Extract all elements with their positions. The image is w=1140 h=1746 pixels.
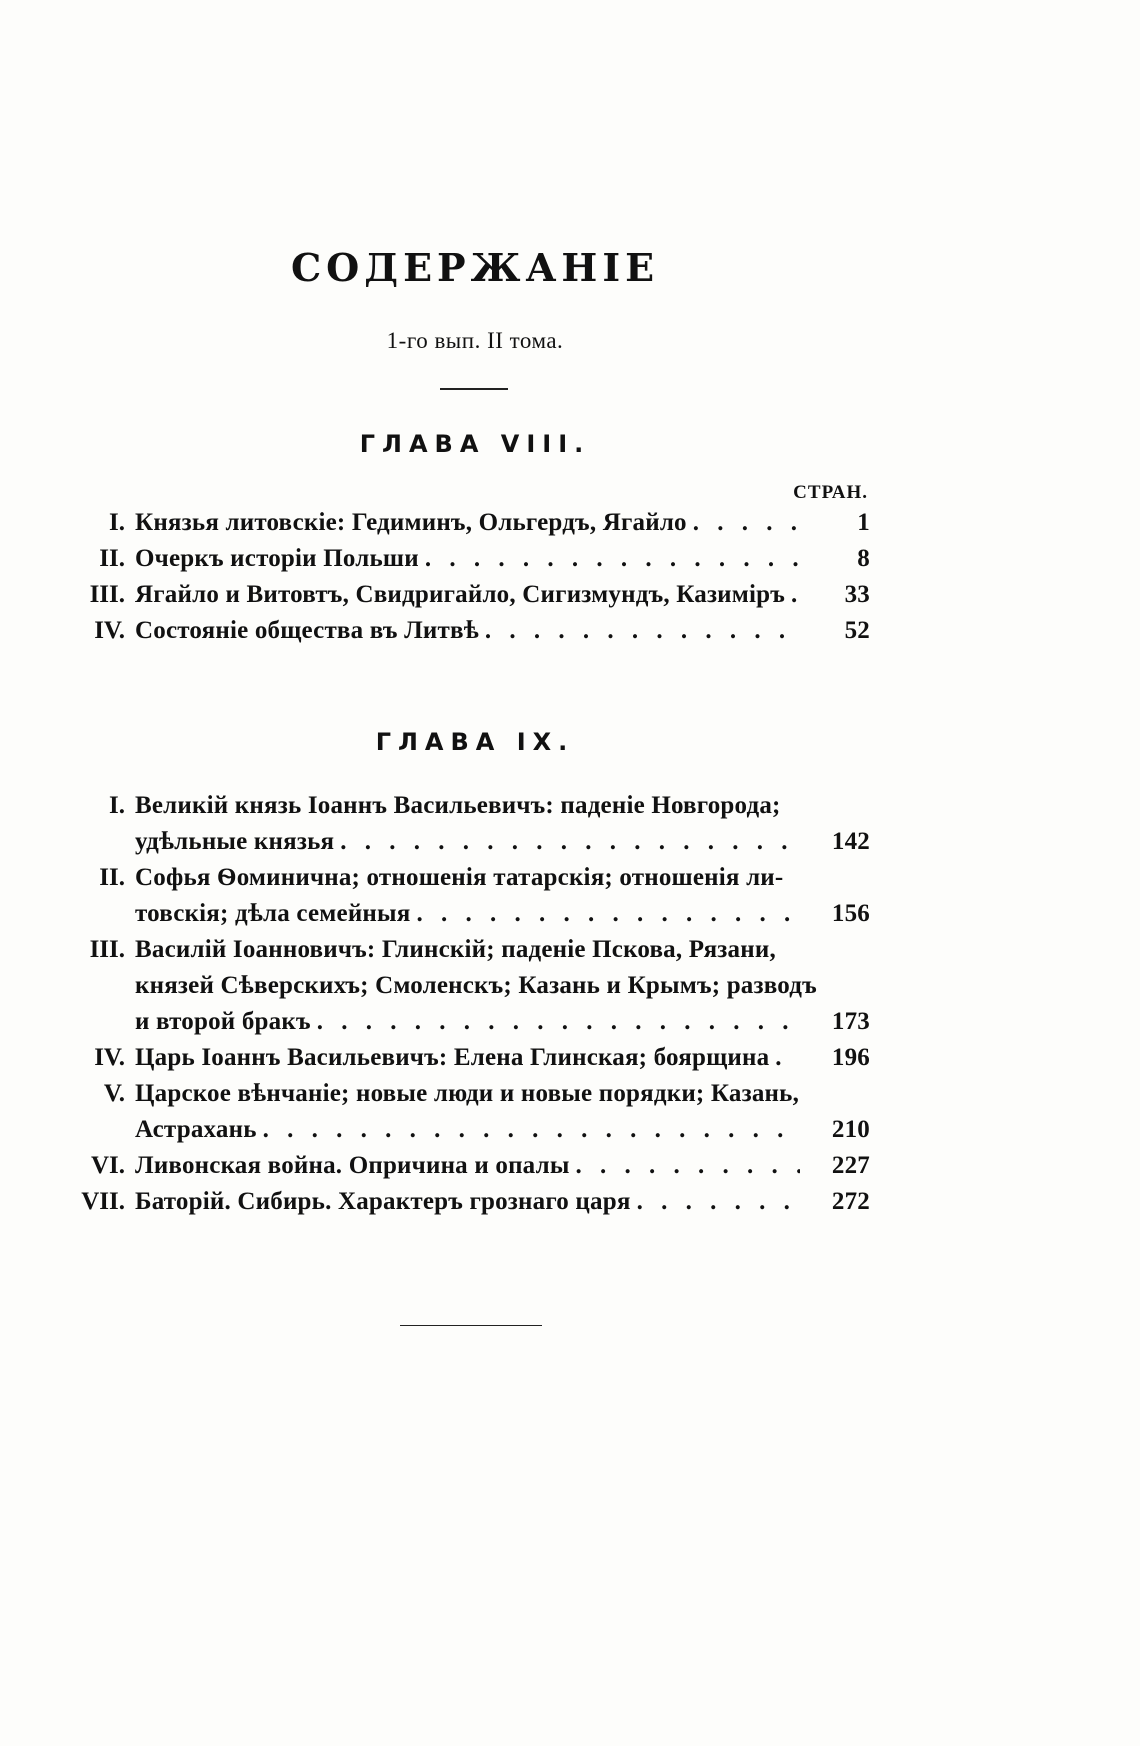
- leader-dots: [570, 1148, 800, 1184]
- leader-dots: [769, 1040, 800, 1076]
- toc-chapter-ix: [60, 788, 870, 1220]
- toc-entry: [60, 541, 870, 577]
- entry-title-text: товскія; дѣла семейныя: [135, 900, 411, 927]
- divider-top: [440, 388, 508, 390]
- leader-dots: [334, 824, 800, 860]
- entry-number: VII.: [81, 1188, 125, 1215]
- entry-title-text: Князья литовскіе: Гедиминъ, Ольгердъ, Ягайло: [135, 509, 687, 536]
- entry-number: II.: [99, 545, 125, 572]
- entry-number: III.: [89, 936, 125, 963]
- entry-body: [135, 1148, 870, 1184]
- toc-entry: [60, 1076, 870, 1148]
- toc-entry: [60, 860, 870, 932]
- leader-dots: [410, 896, 800, 932]
- toc-entry: [60, 788, 870, 860]
- entry-title-text: и второй бракъ: [135, 1008, 311, 1035]
- entry-body: [135, 932, 870, 1040]
- page-subtitle: 1-го вып. II тома.: [386, 328, 564, 353]
- entry-title-text: Состояніе общества въ Литвѣ: [135, 617, 479, 644]
- toc-entry: [60, 932, 870, 1040]
- entry-line: [135, 1148, 870, 1184]
- entry-page-number: 272: [831, 1188, 870, 1215]
- toc-entry: [60, 1040, 870, 1076]
- entry-line: Царское вѣнчаніе; новые люди и новые порядки; Казань,: [135, 1080, 800, 1107]
- entry-line: [135, 824, 870, 860]
- entry-page-number: 227: [831, 1152, 870, 1179]
- entry-line: [135, 1112, 870, 1148]
- entry-title-text: Ливонская война. Опричина и опалы: [135, 1152, 570, 1179]
- entry-body: [135, 541, 870, 577]
- entry-line: [135, 541, 870, 577]
- entry-number: I.: [109, 509, 125, 536]
- leader-dots: [419, 541, 800, 577]
- entry-body: [135, 1040, 870, 1076]
- entry-number: III.: [89, 581, 125, 608]
- entry-page-number: 8: [857, 545, 870, 572]
- entry-body: [135, 577, 870, 613]
- entry-line: [135, 577, 870, 613]
- entry-page-number: 196: [831, 1044, 870, 1071]
- entry-title-text: Ягайло и Витовтъ, Свидригайло, Сигизмундъ, Казиміръ: [135, 581, 786, 608]
- entry-number: I.: [109, 792, 125, 819]
- entry-page-number: 210: [831, 1116, 870, 1143]
- chapter-heading-viii: ГЛАВА VIII.: [359, 430, 591, 458]
- entry-title-text: Баторій. Сибирь. Характеръ грознаго царя: [135, 1188, 631, 1215]
- entry-line: [135, 1004, 870, 1040]
- entry-number: IV.: [94, 1044, 125, 1071]
- entry-body: [135, 1184, 870, 1220]
- leader-dots: [631, 1184, 800, 1220]
- page-column-label: СТРАН.: [793, 482, 868, 503]
- toc-entry: [60, 1184, 870, 1220]
- toc-entry: [60, 613, 870, 649]
- entry-body: [135, 788, 870, 860]
- entry-body: [135, 505, 870, 541]
- entry-line: [135, 896, 870, 932]
- entry-line: [135, 505, 870, 541]
- entry-number: II.: [99, 864, 125, 891]
- entry-number: IV.: [94, 617, 125, 644]
- entry-number: VI.: [90, 1152, 125, 1179]
- entry-page-number: 52: [844, 617, 870, 644]
- toc-chapter-viii: [60, 505, 870, 649]
- entry-title-text: удѣльные князья: [135, 828, 335, 855]
- entry-line: Василій Іоанновичъ: Глинскій; паденіе Пскова, Рязани,: [135, 936, 776, 963]
- entry-title-text: Астрахань: [135, 1116, 257, 1143]
- entry-body: [135, 613, 870, 649]
- leader-dots: [311, 1004, 800, 1040]
- entry-body: [135, 1076, 870, 1148]
- entry-page-number: 33: [844, 581, 870, 608]
- entry-page-number: 173: [831, 1008, 870, 1035]
- divider-bottom: [400, 1325, 542, 1326]
- entry-page-number: 156: [831, 900, 870, 927]
- entry-body: [135, 860, 870, 932]
- entry-line: Великій князь Іоаннъ Васильевичъ: паденіе Новгорода;: [135, 792, 781, 819]
- leader-dots: [479, 613, 800, 649]
- entry-number: V.: [103, 1080, 125, 1107]
- entry-line: [135, 613, 870, 649]
- entry-title-text: Очеркъ исторіи Польши: [135, 545, 419, 572]
- toc-entry: [60, 505, 870, 541]
- leader-dots: [687, 505, 800, 541]
- entry-line: Софья Ѳоминична; отношенія татарскія; отношенія ли-: [135, 864, 784, 891]
- chapter-heading-ix: ГЛАВА IX.: [375, 728, 575, 756]
- entry-page-number: 1: [857, 509, 870, 536]
- leader-dots: [785, 577, 800, 613]
- leader-dots: [257, 1112, 800, 1148]
- page-title: СОДЕРЖАНІЕ: [290, 245, 660, 290]
- entry-line: князей Сѣверскихъ; Смоленскъ; Казань и Крымъ; разводъ: [135, 972, 817, 999]
- toc-entry: [60, 1148, 870, 1184]
- entry-line: [135, 1040, 870, 1076]
- toc-entry: [60, 577, 870, 613]
- entry-page-number: 142: [831, 828, 870, 855]
- entry-title-text: Царь Іоаннъ Васильевичъ: Елена Глинская; боярщина: [135, 1044, 770, 1071]
- entry-line: [135, 1184, 870, 1220]
